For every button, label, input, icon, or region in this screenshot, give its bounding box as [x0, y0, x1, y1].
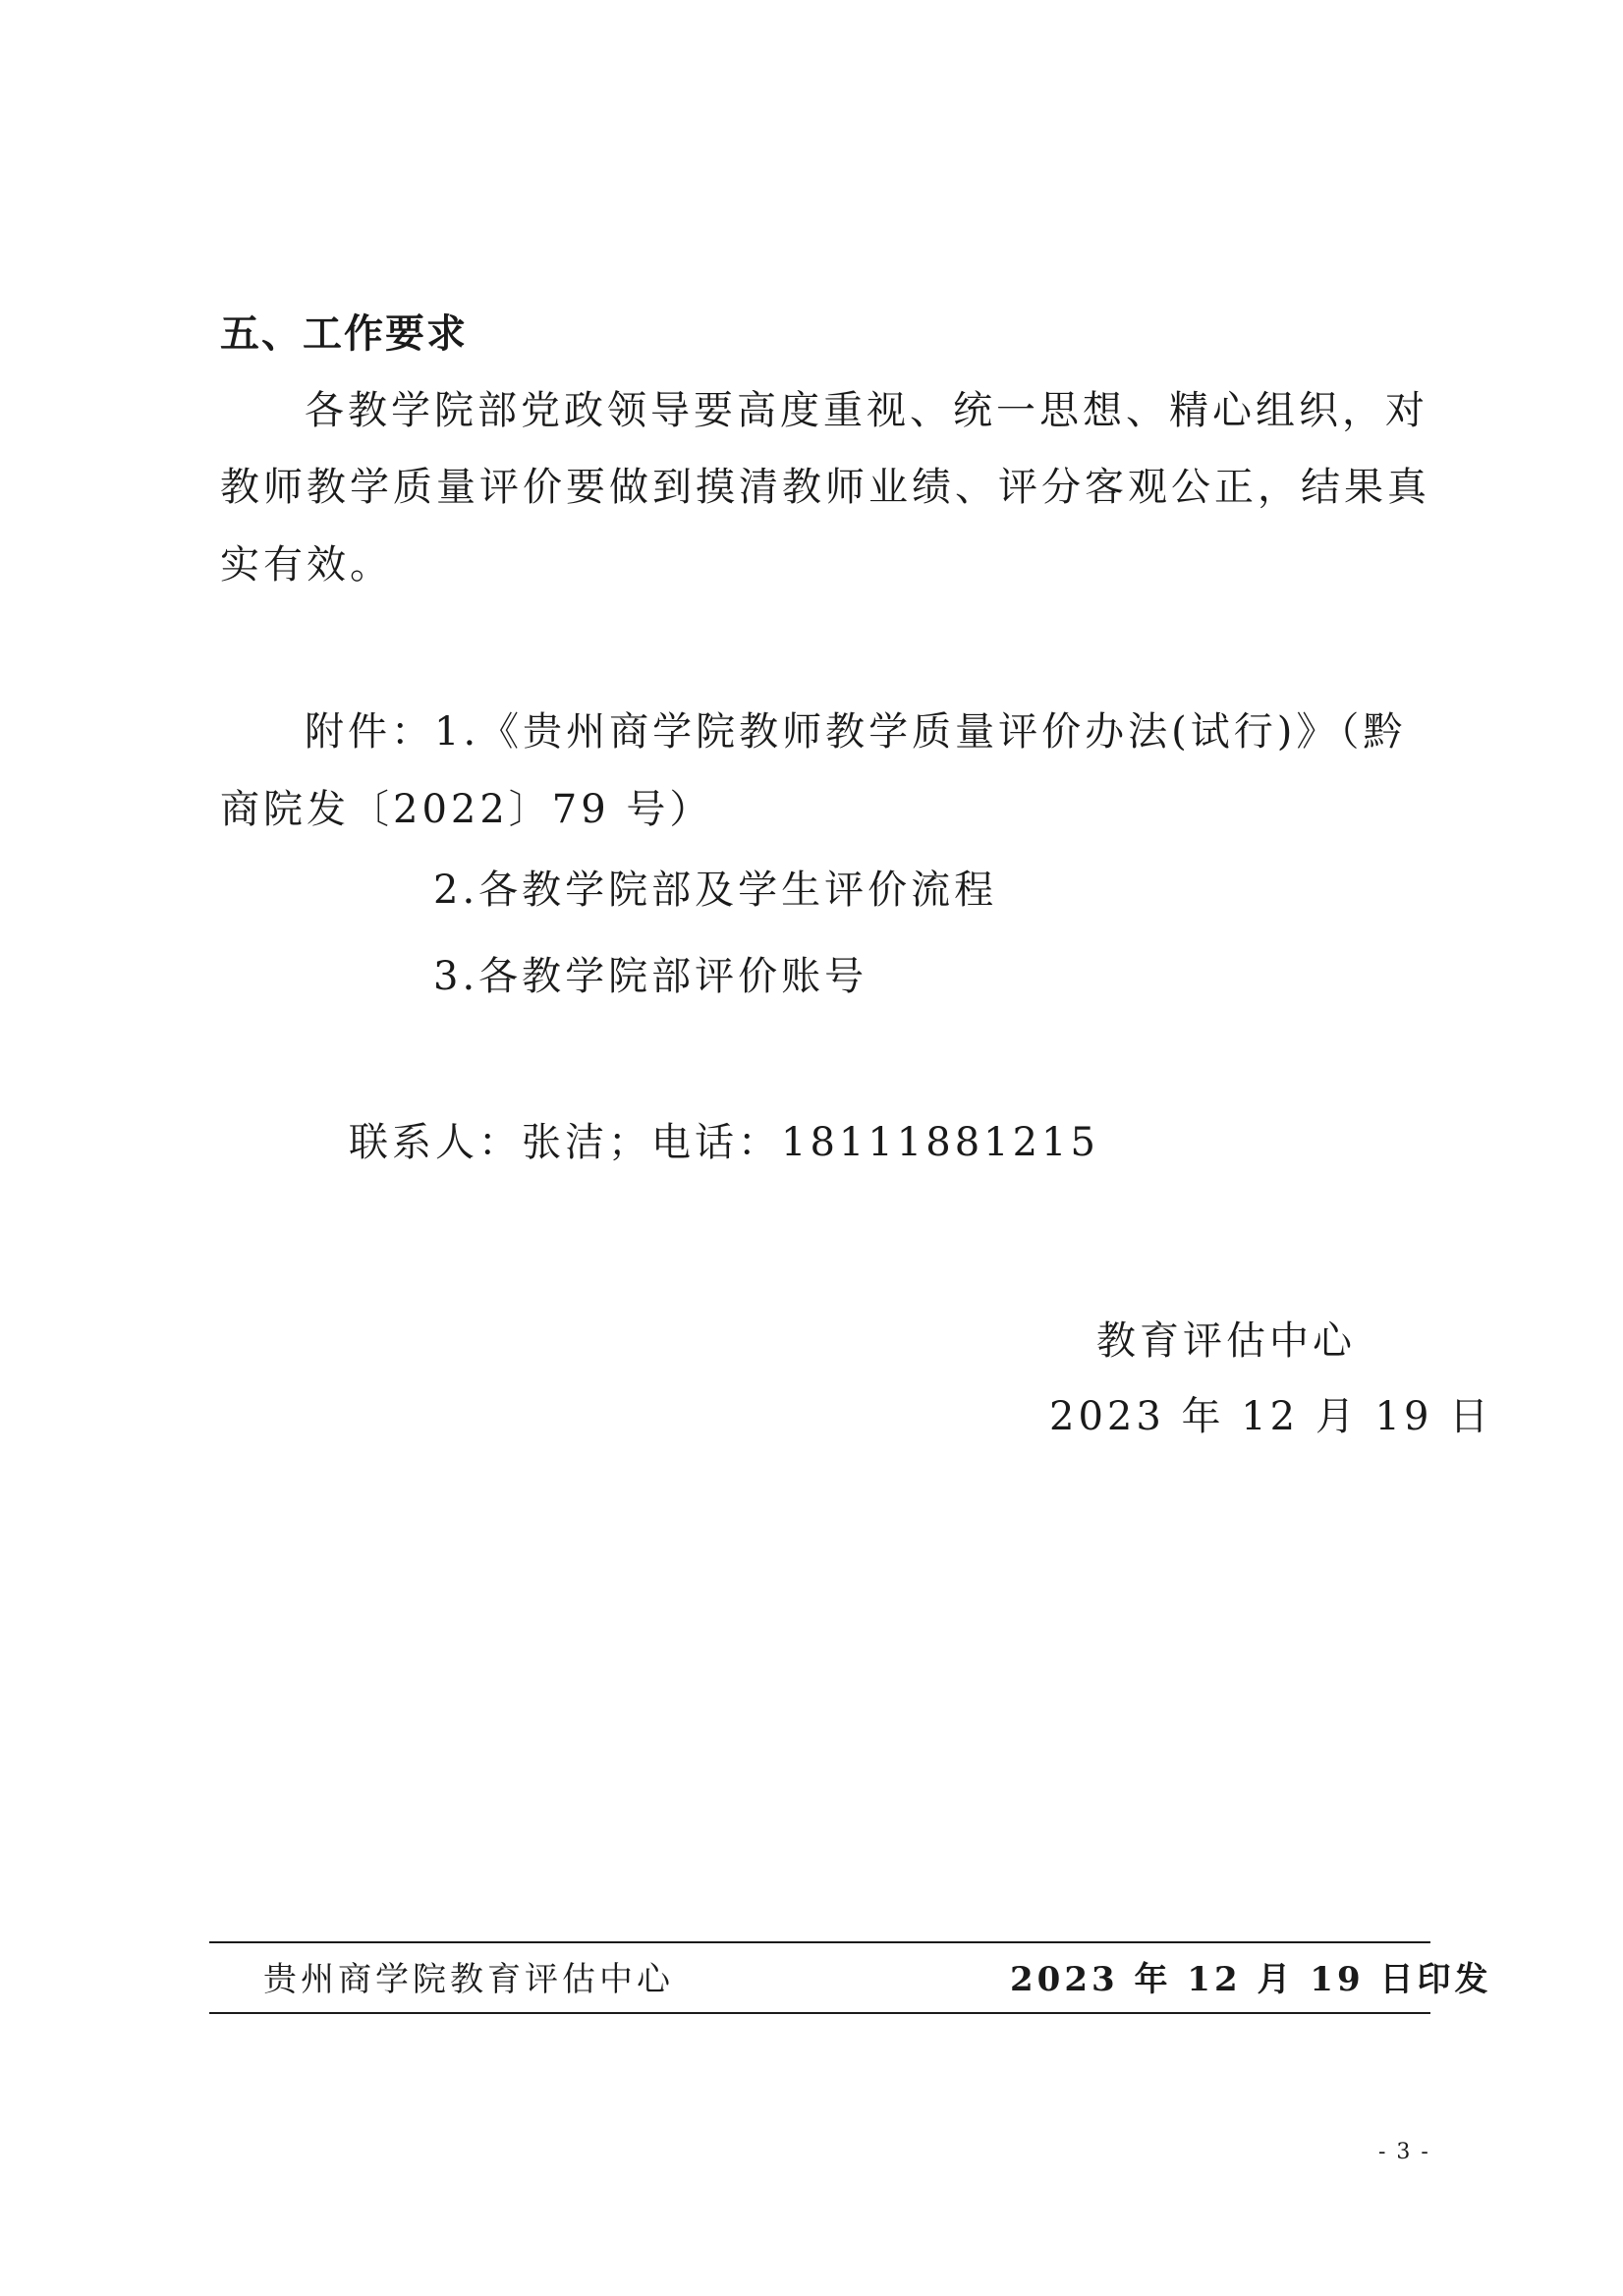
attachment-line-1: 附件：1.《贵州商学院教师教学质量评价办法(试行)》（黔 — [305, 709, 1407, 755]
page-number: - 3 - — [1378, 2140, 1430, 2164]
attachment-item-3: 3.各教学院部评价账号 — [433, 954, 868, 999]
footer-bottom-rule — [209, 2012, 1430, 2014]
paragraph-line-3: 实有效。 — [220, 542, 393, 588]
signature-date: 2023 年 12 月 19 日 — [1049, 1394, 1493, 1439]
footer-issuer: 贵州商学院教育评估中心 — [263, 1960, 674, 1999]
footer-issue-date: 2023 年 12 月 19 日印发 — [1010, 1960, 1492, 1999]
paragraph-line-1: 各教学院部党政领导要高度重视、统一思想、精心组织，对 — [305, 388, 1428, 433]
attachment-line-2: 商院发〔2022〕79 号） — [220, 787, 713, 832]
footer-top-rule — [209, 1941, 1430, 1943]
attachment-item-2: 2.各教学院部及学生评价流程 — [433, 868, 998, 913]
paragraph-line-2: 教师教学质量评价要做到摸清教师业绩、评分客观公正，结果真 — [220, 465, 1430, 510]
signature-org: 教育评估中心 — [1096, 1318, 1356, 1364]
contact-info: 联系人：张洁；电话：18111881215 — [349, 1120, 1099, 1165]
section-heading: 五、工作要求 — [220, 311, 468, 357]
